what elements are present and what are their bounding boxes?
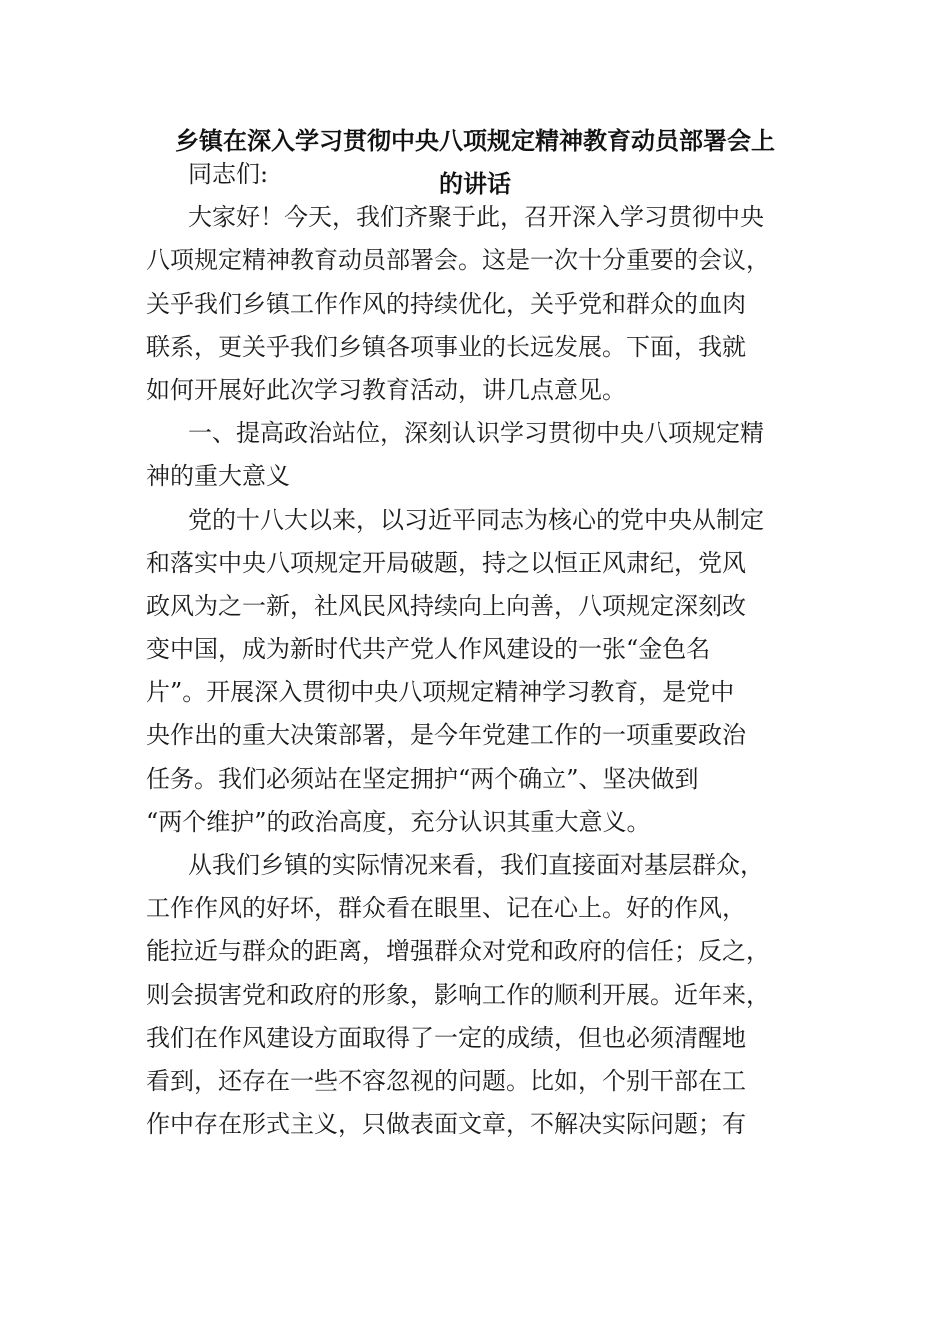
paragraph-line: 变中国，成为新时代共产党人作风建设的一张“金色名 bbox=[146, 635, 711, 664]
paragraph-line: 工作作风的好坏，群众看在眼里、记在心上。好的作风， bbox=[146, 894, 746, 923]
paragraph-line: “两个维护”的政治高度，充分认识其重大意义。 bbox=[146, 807, 651, 836]
paragraph-line: 看到，还存在一些不容忽视的问题。比如，个别干部在工 bbox=[146, 1066, 746, 1095]
paragraph-line: 大家好！今天，我们齐聚于此，召开深入学习贯彻中央 bbox=[188, 203, 764, 232]
paragraph-line: 关乎我们乡镇工作作风的持续优化，关乎党和群众的血肉 bbox=[146, 289, 746, 318]
section-heading-line: 神的重大意义 bbox=[146, 462, 290, 491]
paragraph-line: 和落实中央八项规定开局破题，持之以恒正风肃纪，党风 bbox=[146, 548, 746, 577]
paragraph-line: 我们在作风建设方面取得了一定的成绩，但也必须清醒地 bbox=[146, 1023, 746, 1052]
paragraph-line: 片”。开展深入贯彻中央八项规定精神学习教育，是党中 bbox=[146, 678, 735, 707]
salutation-line: 同志们: bbox=[188, 160, 269, 188]
paragraph-line: 联系，更关乎我们乡镇各项事业的长远发展。下面，我就 bbox=[146, 332, 746, 361]
paragraph-line: 作中存在形式主义，只做表面文章，不解决实际问题；有 bbox=[146, 1110, 746, 1139]
paragraph-line: 八项规定精神教育动员部署会。这是一次十分重要的会议， bbox=[146, 246, 770, 275]
paragraph-line: 党的十八大以来，以习近平同志为核心的党中央从制定 bbox=[188, 505, 764, 534]
document-body bbox=[146, 153, 806, 1146]
section-heading-line: 一、提高政治站位，深刻认识学习贯彻中央八项规定精 bbox=[188, 419, 764, 448]
paragraph-line: 如何开展好此次学习教育活动，讲几点意见。 bbox=[146, 375, 626, 404]
paragraph-line: 能拉近与群众的距离，增强群众对党和政府的信任；反之， bbox=[146, 937, 770, 966]
paragraph-line: 则会损害党和政府的形象，影响工作的顺利开展。近年来， bbox=[146, 980, 770, 1009]
paragraph-line: 央作出的重大决策部署，是今年党建工作的一项重要政治 bbox=[146, 721, 746, 750]
title-line: 的讲话 bbox=[439, 170, 511, 199]
paragraph-line: 从我们乡镇的实际情况来看，我们直接面对基层群众， bbox=[188, 851, 764, 879]
paragraph-line: 政风为之一新，社风民风持续向上向善，八项规定深刻改 bbox=[146, 591, 746, 620]
title-line: 乡镇在深入学习贯彻中央八项规定精神教育动员部署会上 bbox=[175, 127, 775, 155]
paragraph-line: 任务。我们必须站在坚定拥护“两个确立”、坚决做到 bbox=[146, 764, 699, 793]
